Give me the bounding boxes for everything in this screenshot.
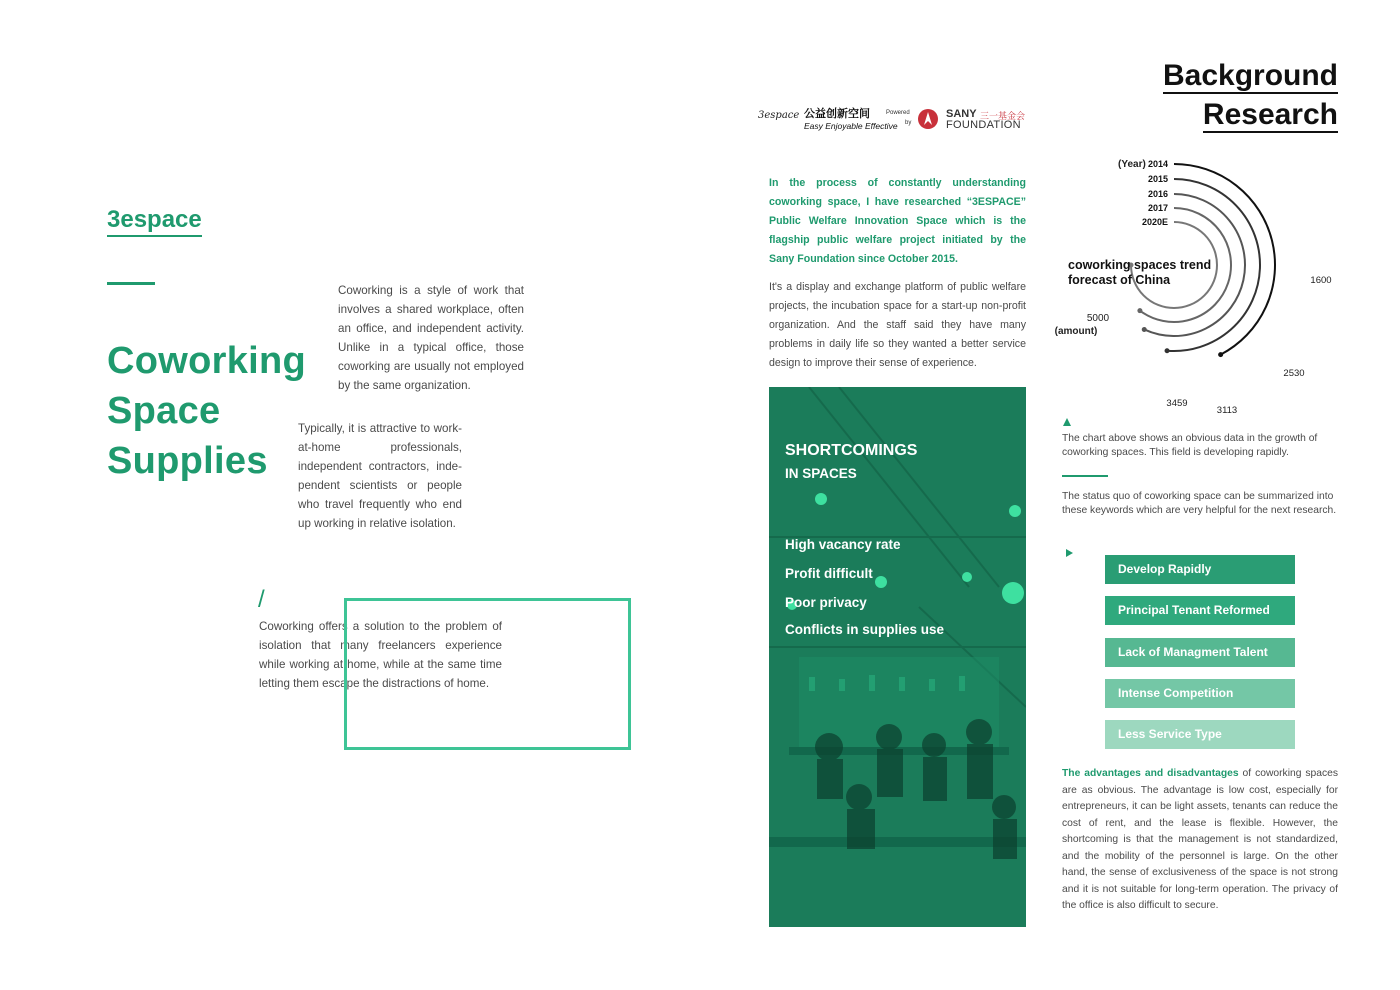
page-title-line-2: Space (107, 390, 221, 432)
solution-paragraph: Coworking offers a solution to the problem of isolation that many freelancers experience while working at home, while at the same time letting them escape the distractions of home. (259, 620, 502, 690)
keywords-intro: The status quo of coworking space can be summarized into these keywords which are very helpful for the next research. (1062, 491, 1337, 516)
accent-divider (107, 282, 155, 285)
slash-mark: / (258, 586, 265, 613)
research-description: It's a display and exchange platform of public welfare projects, the incubation space for a start-up non-profit organization. And the staff said they have many problems in daily life so they wanted a better service design to improve their sense of experience. (769, 281, 1026, 369)
year-tick-label: 2020E (1141, 217, 1168, 227)
page-title (107, 336, 306, 486)
shortcomings-panel (769, 387, 1026, 927)
audience-paragraph: Typically, it is attractive to work-at-home professionals, independent contractors, inde-pendent scientists or people who travel frequently who end up working in relative isolation. (298, 422, 462, 530)
value-label: 2530 (1283, 368, 1305, 379)
research-intro: In the process of constantly understanding coworking space, I have researched “3ESPACE” Public Welfare Innovation Space which is the flagship public welfare project initiated by the Sany Foundation since October 2015. (769, 177, 1026, 265)
year-axis-label: (Year) (1118, 159, 1146, 170)
page-title-line-3: Supplies (107, 440, 268, 482)
cn-tagline: Easy Enjoyable Effective (804, 121, 898, 131)
keyword-tag: Principal Tenant Reformed (1105, 596, 1295, 625)
value-label: 1600 (1310, 275, 1332, 286)
summary-body: of coworking spaces are as obvious. The advantage is low cost, especially for entrepreneurs, it can be light assets, tenants can reduce the cost of rent, and the lease is flexible. However, the shortcoming is that the management is not standardized, and the mobility of the personnel is large. On the other hand, the sense of exclusiveness of the space is not strong and it is not suitable for long-term operation. The privacy of the office is also difficult to secure. (1062, 768, 1339, 911)
shortcoming-item: High vacancy rate (785, 537, 901, 552)
keyword-tag: Develop Rapidly (1105, 555, 1295, 584)
year-tick-label: 2017 (1147, 203, 1168, 213)
decorative-frame (344, 598, 631, 750)
sany-mark-icon (917, 108, 939, 130)
section-title-line-2: Research (1202, 98, 1338, 131)
by-label: by (905, 120, 912, 126)
keyword-tag: Lack of Managment Talent (1105, 638, 1295, 667)
section-title (1100, 56, 1338, 134)
year-tick-label: 2014 (1147, 159, 1168, 169)
summary-lead: The advantages and disadvantages (1062, 768, 1239, 779)
trend-chart (1040, 150, 1350, 420)
foundation-logo: FOUNDATION (946, 119, 1021, 131)
cn-name-logo: 公益创新空间 (804, 108, 870, 120)
sany-logo: SANY (946, 108, 977, 120)
sany-cn-logo: 三一基金会 (980, 111, 1026, 121)
page-title-line-1: Coworking (107, 340, 307, 382)
value-label: 3113 (1216, 405, 1238, 416)
trend-arc-end-2016 (1142, 327, 1147, 332)
espace-logo: 3espace (758, 110, 800, 121)
shortcoming-item: Poor privacy (785, 595, 867, 610)
amount-value-label: 5000 (1086, 313, 1110, 324)
summary-paragraph (1062, 766, 1338, 915)
shortcoming-item: Profit difficult (785, 566, 873, 581)
year-tick-label: 2015 (1147, 174, 1168, 184)
keyword-tag: Less Service Type (1105, 720, 1295, 749)
shortcoming-item: Conflicts in supplies use (785, 622, 945, 637)
panel-title: SHORTCOMINGS (785, 442, 918, 459)
intro-paragraph: Coworking is a style of work that involves a shared workplace, often an office, and independent activity. Unlike in a typical office, those coworking are usually not employed by the same organization. (338, 284, 524, 392)
trend-arc-end-2015 (1165, 348, 1170, 353)
trend-arc-end-2017 (1137, 308, 1142, 313)
arrow-right-icon (1066, 549, 1073, 557)
arrow-up-icon (1063, 418, 1071, 426)
chart-note: The chart above shows an obvious data in the growth of coworking spaces. This field is developing rapidly. (1062, 433, 1318, 458)
chart-title: coworking spaces trend forecast of China (1068, 258, 1212, 287)
amount-axis-label: (amount) (1054, 326, 1098, 337)
trend-arc-end-2014 (1218, 352, 1223, 357)
value-label: 3459 (1166, 398, 1188, 409)
keyword-tag: Intense Competition (1105, 679, 1295, 708)
accent-divider (1062, 475, 1108, 477)
panel-subtitle: IN SPACES (785, 466, 857, 481)
partner-logos (758, 104, 1028, 134)
year-tick-label: 2016 (1147, 189, 1168, 199)
section-title-line-1: Background (1162, 59, 1338, 92)
powered-label: Powered (886, 110, 910, 116)
brand-title: 3espace (107, 206, 202, 237)
